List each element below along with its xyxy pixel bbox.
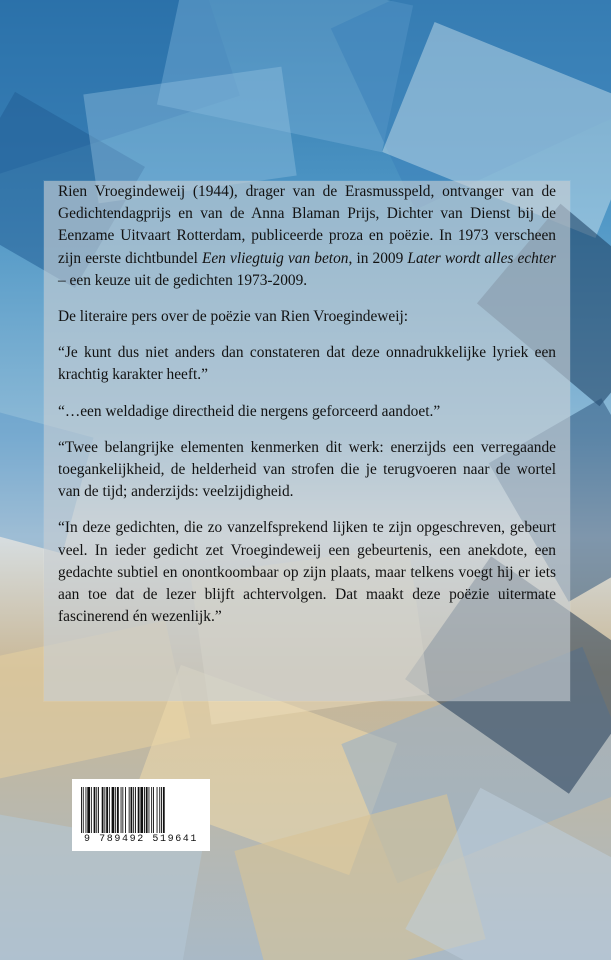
isbn-barcode: [72, 779, 210, 851]
barcode-bar: [104, 787, 105, 833]
barcode-bar: [161, 787, 162, 833]
bio-text: Rien Vroegindeweij (1944), drager van de Erasmusspeld, ontvanger van de Gedichtendagprijs en van de Anna Blaman Prijs, Dichter van Dienst bij de Eenzame Uitvaart Rotterdam, publiceerde proza en poëzie. In 1973 verscheen zijn eerste dichtbundel: [58, 183, 556, 267]
barcode-bar: [129, 787, 130, 833]
barcode-bar: [133, 787, 134, 833]
press-quote: “Je kunt dus niet anders dan constateren dat deze onnadrukkelijke lyriek een krachtig karakter heeft.”: [58, 344, 556, 384]
barcode-bar: [83, 787, 84, 833]
barcode-bar: [115, 787, 116, 833]
barcode-bar: [91, 787, 92, 833]
barcode-bar: [106, 787, 108, 833]
bio-text: – een keuze uit de gedichten 1973-2009.: [58, 271, 308, 289]
book-title: Een vliegtuig van beton: [201, 249, 349, 267]
barcode-bars: [80, 787, 202, 833]
barcode-bar: [140, 787, 143, 833]
barcode-bar: [122, 787, 123, 833]
barcode-bar: [159, 787, 160, 833]
barcode-bar: [135, 787, 136, 833]
barcode-bar: [98, 787, 99, 833]
book-title: Later wordt alles echter: [407, 249, 556, 267]
barcode-bar: [144, 787, 145, 833]
barcode-bar: [146, 787, 148, 833]
barcode-bar: [163, 787, 165, 833]
barcode-bar: [131, 787, 133, 833]
barcode-bar: [138, 787, 140, 833]
barcode-bar: [125, 787, 126, 833]
press-intro: De literaire pers over de poëzie van Rien Vroegindeweij:: [58, 308, 409, 326]
barcode-bar: [153, 787, 154, 833]
barcode-bar: [117, 787, 119, 833]
press-quote: “Twee belangrijke elementen kenmerken dit werk: enerzijds een verregaande toegankelijkheid, de helderheid van strofen die je terugvoeren naar de wortel van de tijd; anderzijds: veelzijdigheid.: [58, 438, 556, 501]
blurb-panel: [44, 181, 570, 701]
barcode-bar: [87, 787, 90, 833]
barcode-bar: [109, 787, 110, 833]
barcode-bar: [121, 787, 122, 833]
press-quote: “…een weldadige directheid die nergens geforceerd aandoet.”: [58, 402, 441, 420]
barcode-bar: [112, 787, 115, 833]
bio-text: , in 2009: [348, 249, 408, 267]
barcode-bar: [81, 787, 82, 833]
barcode-bar: [94, 787, 96, 833]
barcode-bar: [86, 787, 87, 833]
barcode-bar: [149, 787, 150, 833]
barcode-bar: [96, 787, 97, 833]
press-quote: “In deze gedichten, die zo vanzelfsprekend lijken te zijn opgeschreven, gebeurt veel. In ieder gedicht zet Vroegindeweij een gebeurtenis, een anekdote, een gedachte subtiel en onontkoombaar op zijn plaats, maar telkens voegt hij er iets aan toe dat de lezer blijft achtervolgen. Dat maakt deze poëzie uitermate fascinerend én wezenlijk.”: [58, 519, 556, 626]
author-bio: [58, 181, 556, 292]
barcode-bar: [151, 787, 152, 833]
barcode-bar: [157, 787, 158, 833]
barcode-digits: 9 789492 519641: [83, 834, 198, 845]
barcode-bar: [102, 787, 104, 833]
